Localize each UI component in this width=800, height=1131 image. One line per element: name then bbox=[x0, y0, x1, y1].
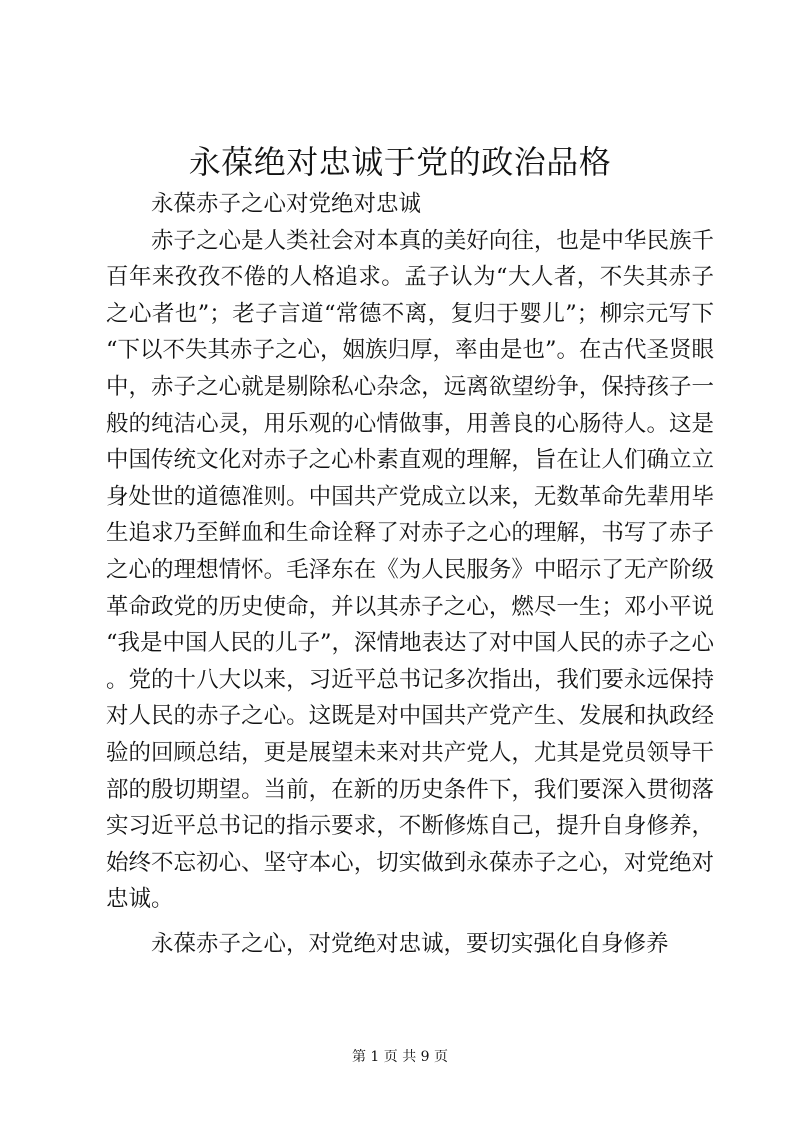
page-number: 第 1 页 共 9 页 bbox=[351, 1049, 449, 1065]
section-heading-2: 永葆赤子之心，对党绝对忠诚，要切实强化自身修养 bbox=[151, 930, 669, 957]
body-paragraph-1: 赤子之心是人类社会对本真的美好向往，也是中华民族千百年来孜孜不倦的人格追求。孟子认为“大人者，不失其赤子之心者也”；老子言道“常德不离，复归于婴儿”；柳宗元写下“下以不失其赤子之心，姻族归厚，率由是也”。在古代圣贤眼中，赤子之心就是剔除私心杂念，远离欲望纷争，保持孩子一般的纯洁心灵，用乐观的心情做事，用善良的心肠待人。这是中国传统文化对赤子之心朴素直观的理解，旨在让人们确立立身处世的道德准则。中国共产党成立以来，无数革命先辈用毕生追求乃至鲜血和生命诠释了对赤子之心的理解，书写了赤子之心的理想情怀。毛泽东在《为人民服务》中昭示了无产阶级革命政党的历史使命，并以其赤子之心，燃尽一生；邓小平说“我是中国人民的儿子”，深情地表达了对中国人民的赤子之心。党的十八大以来，习近平总书记多次指出，我们要永远保持对人民的赤子之心。这既是对中国共产党产生、发展和执政经验的回顾总结，更是展望未来对共产党人，尤其是党员领导干部的殷切期望。当前，在新的历史条件下，我们要深入贯彻落实习近平总书记的指示要求，不断修炼自己，提升自身修养，始终不忘初心、坚守本心，切实做到永葆赤子之心，对党绝对忠诚。 bbox=[106, 227, 715, 913]
section-heading-1: 永葆赤子之心对党绝对忠诚 bbox=[151, 191, 422, 217]
document-body bbox=[106, 186, 714, 962]
document-title: 永葆绝对忠诚于党的政治品格 bbox=[188, 143, 612, 181]
page-footer bbox=[0, 1047, 800, 1067]
